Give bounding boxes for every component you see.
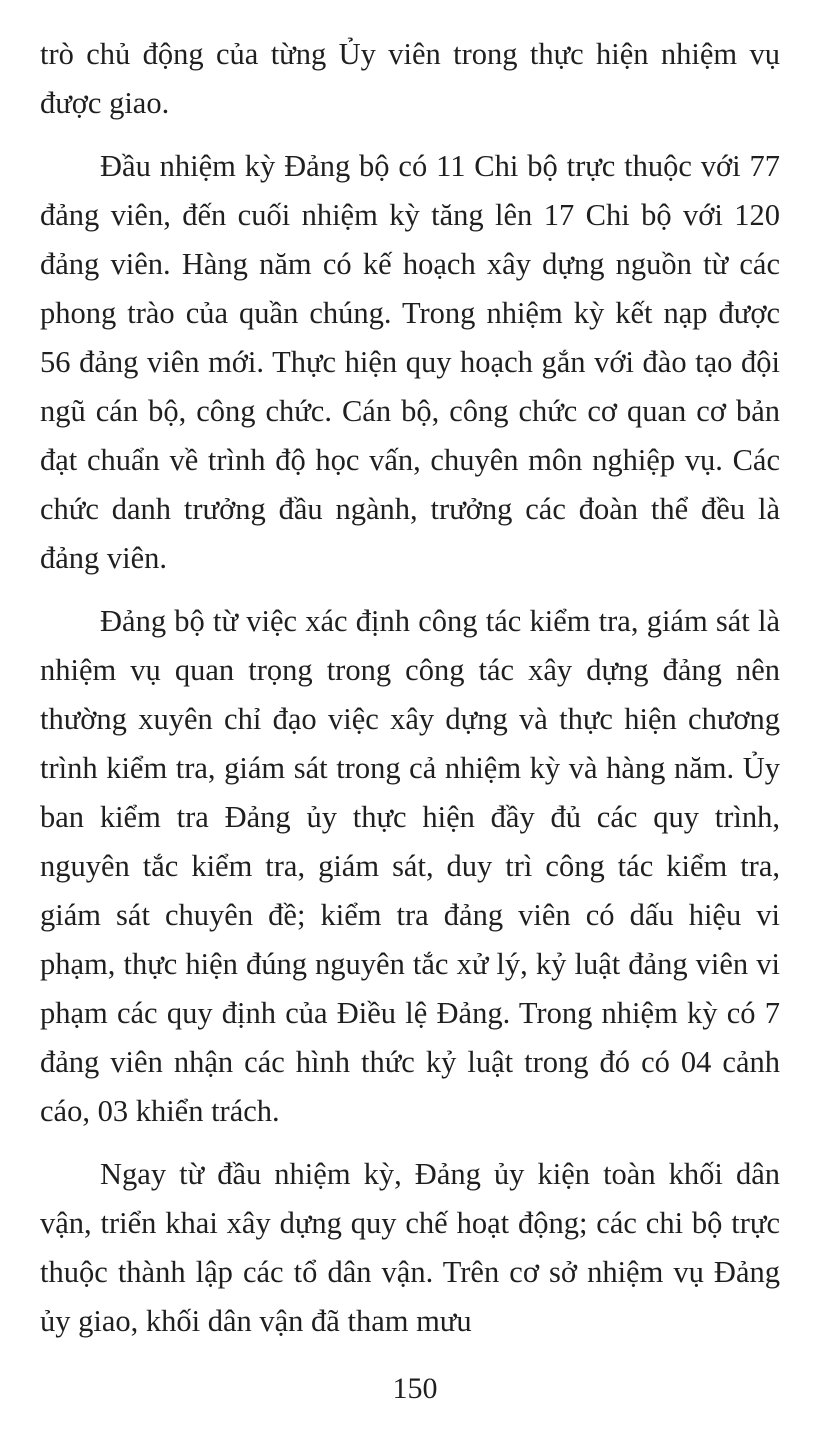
paragraph-inspection: Đảng bộ từ việc xác định công tác kiểm tra, giám sát là nhiệm vụ quan trọng trong công tác xây dựng đảng nên thường xuyên chỉ đạo việc xây dựng và thực hiện chương trình kiểm tra, giám sát trong cả nhiệm kỳ và hàng năm. Ủy ban kiểm tra Đảng ủy thực hiện đầy đủ các quy trình, nguyên tắc kiểm tra, giám sát, duy trì công tác kiểm tra, giám sát chuyên đề; kiểm tra đảng viên có dấu hiệu vi phạm, thực hiện đúng nguyên tắc xử lý, kỷ luật đảng viên vi phạm các quy định của Điều lệ Đảng. Trong nhiệm kỳ có 7 đảng viên nhận các hình thức kỷ luật trong đó có 04 cảnh cáo, 03 khiển trách.: [40, 604, 780, 1128]
page-number: 150: [392, 1372, 438, 1405]
body-text: [40, 30, 780, 1360]
paragraph-continuation: trò chủ động của từng Ủy viên trong thực hiện nhiệm vụ được giao.: [40, 37, 780, 120]
paragraph-party-members: Đầu nhiệm kỳ Đảng bộ có 11 Chi bộ trực thuộc với 77 đảng viên, đến cuối nhiệm kỳ tăng lên 17 Chi bộ với 120 đảng viên. Hàng năm có kế hoạch xây dựng nguồn từ các phong trào của quần chúng. Trong nhiệm kỳ kết nạp được 56 đảng viên mới. Thực hiện quy hoạch gắn với đào tạo đội ngũ cán bộ, công chức. Cán bộ, công chức cơ quan cơ bản đạt chuẩn về trình độ học vấn, chuyên môn nghiệp vụ. Các chức danh trưởng đầu ngành, trưởng các đoàn thể đều là đảng viên.: [40, 149, 780, 575]
paragraph-mass-mobilization: Ngay từ đầu nhiệm kỳ, Đảng ủy kiện toàn khối dân vận, triển khai xây dựng quy chế hoạt động; các chi bộ trực thuộc thành lập các tổ dân vận. Trên cơ sở nhiệm vụ Đảng ủy giao, khối dân vận đã tham mưu: [40, 1157, 780, 1338]
